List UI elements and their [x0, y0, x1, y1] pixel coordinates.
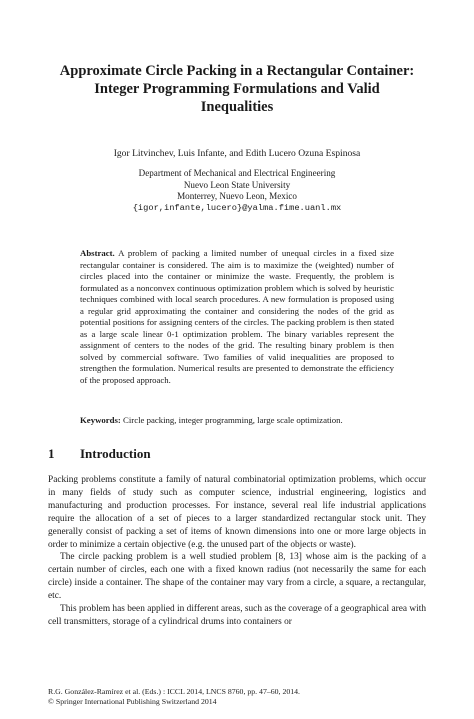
abstract-label: Abstract. [80, 248, 115, 258]
affiliation-block [40, 168, 434, 214]
page-footer [48, 687, 428, 708]
section-title: Introduction [80, 446, 151, 461]
body-paragraph-1: Packing problems constitute a family of natural combinatorial optimization problems, which occur in many fields of study such as computer science, industrial engineering, logistics and manufacturing and production processes. For instance, several real life industrial applications require the allocation of a set of pieces to a larger standardized rectangular stock unit. They generally consist of packing a set of items of known dimensions into one or more large objects in order to minimize a certain objective (e.g. the unused part of the objects or waste). [48, 475, 426, 550]
introduction-body [48, 474, 426, 629]
author-emails: {igor,infante,lucero}@yalma.fime.uanl.mx [132, 202, 342, 213]
footer-copyright: © Springer International Publishing Switzerland 2014 [48, 697, 217, 707]
abstract-text: A problem of packing a limited number of unequal circles in a fixed size rectangular container is considered. The aim is to maximize the (weighted) number of circles placed into the container or minimize the waste. Frequently, the problem is formulated as a nonconvex continuous optimization problem which is solved by heuristic techniques combined with local search procedures. A new formulation is proposed using a regular grid approximating the container and considering the nodes of the grid as potential positions for assigning centers of the circles. The packing problem is then stated as a large scale linear 0-1 optimization problem. The binary variables represent the assignment of centers to the nodes of the grid. The resulting binary problem is then solved by commercial software. Two families of valid inequalities are proposed to strengthen the formulation. Numerical results are presented to demonstrate the efficiency of the proposed approach. [80, 248, 394, 386]
section-number: 1 [48, 446, 55, 461]
author-list: Igor Litvinchev, Luis Infante, and Edith Lucero Ozuna Espinosa [113, 148, 361, 159]
keywords-text: Circle packing, integer programming, large scale optimization. [123, 415, 343, 425]
section-heading-introduction [48, 446, 428, 462]
title-line-2: Integer Programming Formulations and Valid [94, 81, 380, 97]
body-paragraph-3: This problem has been applied in different areas, such as the coverage of a geographical area with cell transmitters, storage of a cylindrical drums into containers or [48, 604, 426, 627]
title-line-1: Approximate Circle Packing in a Rectangular Container: [59, 63, 415, 79]
title-line-3: Inequalities [200, 99, 274, 115]
keywords-label: Keywords: [80, 415, 121, 425]
keywords [80, 415, 394, 427]
abstract [80, 248, 394, 387]
paper-title [40, 62, 434, 116]
footer-citation: R.G. González-Ramírez et al. (Eds.) : ICCL 2014, LNCS 8760, pp. 47–60, 2014. [48, 687, 300, 696]
affiliation-location: Monterrey, Nuevo Leon, Mexico [177, 191, 297, 202]
affiliation-department: Department of Mechanical and Electrical Engineering [138, 168, 336, 178]
affiliation-university: Nuevo Leon State University [183, 179, 291, 190]
body-paragraph-2: The circle packing problem is a well studied problem [8, 13] whose aim is the packing of a certain number of circles, each one with a fixed known radius (not necessarily the same for each circle) inside a container. The shape of the container may vary from a circle, a square, a rectangular, etc. [48, 552, 426, 602]
